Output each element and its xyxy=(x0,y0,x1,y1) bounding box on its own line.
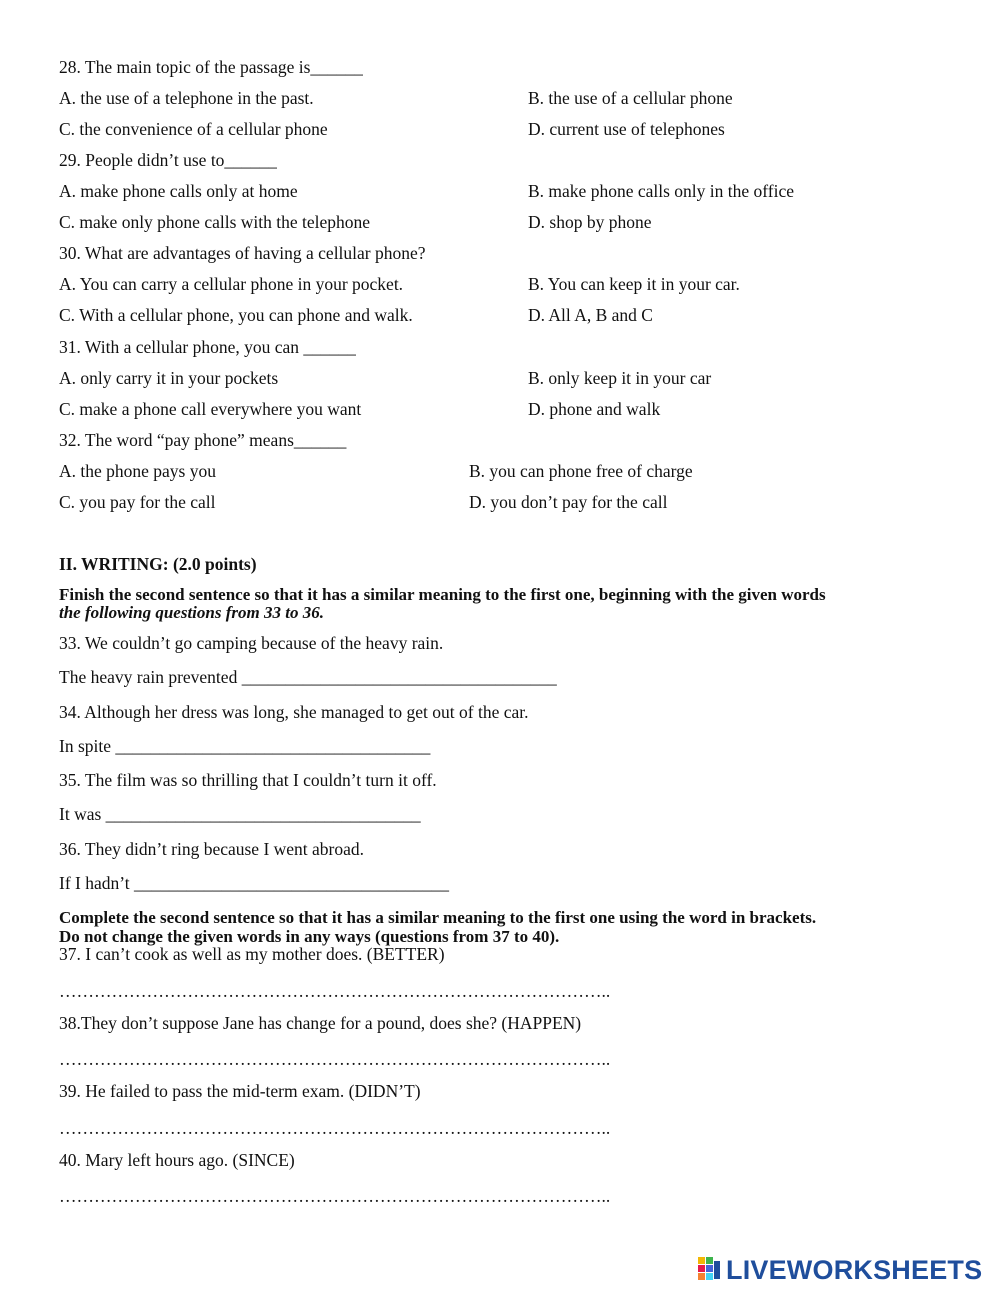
logo-text: LIVEWORKSHEETS xyxy=(726,1255,983,1285)
option-28d[interactable]: D. current use of telephones xyxy=(528,119,725,139)
option-32d[interactable]: D. you don’t pay for the call xyxy=(469,492,668,512)
question-31: 31. With a cellular phone, you can ______ xyxy=(59,337,356,357)
option-31d[interactable]: D. phone and walk xyxy=(528,399,661,419)
option-31a[interactable]: A. only carry it in your pockets xyxy=(59,368,279,388)
question-37: 37. I can’t cook as well as my mother does. (BETTER) xyxy=(59,944,445,964)
question-40: 40. Mary left hours ago. (SINCE) xyxy=(59,1150,295,1170)
question-39: 39. He failed to pass the mid-term exam. (DIDN’T) xyxy=(59,1081,421,1101)
instruction-1-line-2: the following questions from 33 to 36. xyxy=(59,603,324,622)
option-30c[interactable]: C. With a cellular phone, you can phone and walk. xyxy=(59,305,413,325)
question-29: 29. People didn’t use to______ xyxy=(59,150,277,170)
instruction-1-line-1: Finish the second sentence so that it has a similar meaning to the first one, beginning with the given words xyxy=(59,585,826,604)
option-28a[interactable]: A. the use of a telephone in the past. xyxy=(59,88,314,108)
answer-35-prompt[interactable]: It was ____________________________________ xyxy=(59,804,421,824)
option-31b[interactable]: B. only keep it in your car xyxy=(528,368,712,388)
answer-37-line[interactable]: ………………………………………………………………………………….. xyxy=(59,981,611,1001)
option-32c[interactable]: C. you pay for the call xyxy=(59,492,216,512)
option-29c[interactable]: C. make only phone calls with the telephone xyxy=(59,212,371,232)
option-29a[interactable]: A. make phone calls only at home xyxy=(59,181,298,201)
answer-34-prompt[interactable]: In spite ____________________________________ xyxy=(59,736,431,756)
answer-36-prompt[interactable]: If I hadn’t ____________________________________ xyxy=(59,873,449,893)
option-28c[interactable]: C. the convenience of a cellular phone xyxy=(59,119,328,139)
question-34: 34. Although her dress was long, she managed to get out of the car. xyxy=(59,702,529,722)
question-32: 32. The word “pay phone” means______ xyxy=(59,430,347,450)
question-36: 36. They didn’t ring because I went abroad. xyxy=(59,839,365,859)
liveworksheets-logo xyxy=(698,1256,982,1284)
answer-33-prompt[interactable]: The heavy rain prevented ____________________________________ xyxy=(59,667,557,687)
option-32b[interactable]: B. you can phone free of charge xyxy=(469,461,693,481)
answer-40-line[interactable]: ………………………………………………………………………………….. xyxy=(59,1186,611,1206)
writing-heading: II. WRITING: (2.0 points) xyxy=(59,554,257,574)
instruction-2-line-2: Do not change the given words in any ways (questions from 37 to 40). xyxy=(59,927,560,946)
option-30a[interactable]: A. You can carry a cellular phone in your pocket. xyxy=(59,274,404,294)
option-32a[interactable]: A. the phone pays you xyxy=(59,461,216,481)
question-28: 28. The main topic of the passage is______ xyxy=(59,57,363,77)
question-30: 30. What are advantages of having a cellular phone? xyxy=(59,243,426,263)
question-38: 38.They don’t suppose Jane has change for a pound, does she? (HAPPEN) xyxy=(59,1013,582,1033)
option-30b[interactable]: B. You can keep it in your car. xyxy=(528,274,740,294)
option-28b[interactable]: B. the use of a cellular phone xyxy=(528,88,733,108)
option-29d[interactable]: D. shop by phone xyxy=(528,212,652,232)
option-30d[interactable]: D. All A, B and C xyxy=(528,305,653,325)
answer-38-line[interactable]: ………………………………………………………………………………….. xyxy=(59,1049,611,1069)
option-29b[interactable]: B. make phone calls only in the office xyxy=(528,181,794,201)
question-35: 35. The film was so thrilling that I couldn’t turn it off. xyxy=(59,770,437,790)
question-33: 33. We couldn’t go camping because of the heavy rain. xyxy=(59,633,444,653)
option-31c[interactable]: C. make a phone call everywhere you want xyxy=(59,399,362,419)
answer-39-line[interactable]: ………………………………………………………………………………….. xyxy=(59,1118,611,1138)
logo-blocks-icon xyxy=(698,1257,722,1283)
instruction-2-line-1: Complete the second sentence so that it has a similar meaning to the first one using the word in brackets. xyxy=(59,908,817,927)
